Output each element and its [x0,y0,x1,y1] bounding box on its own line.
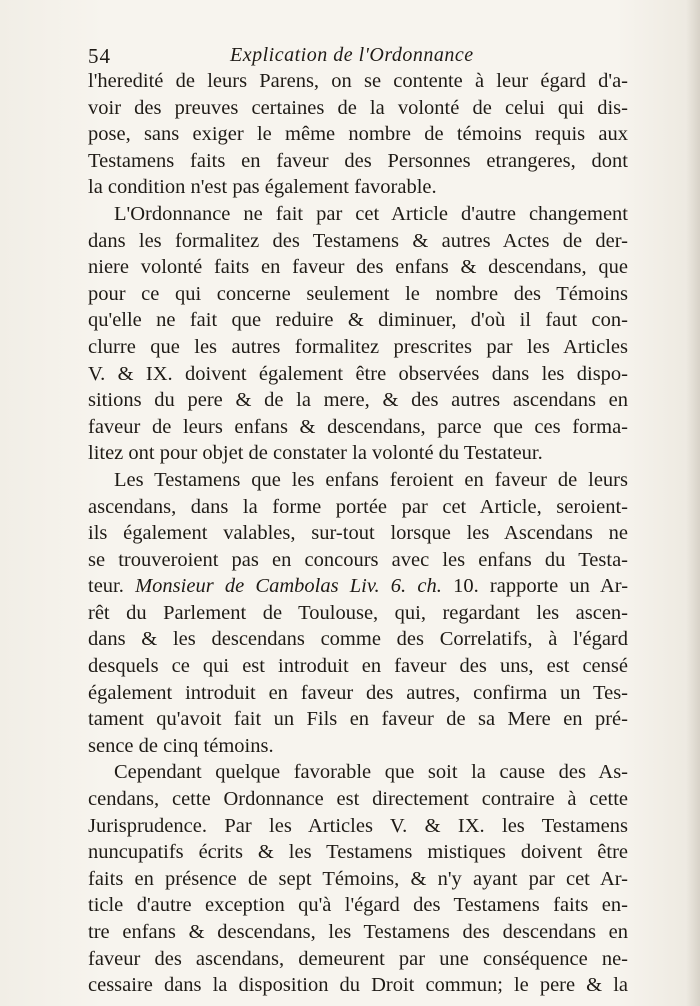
text-line: clurre que les autres formalitez prescrites par les Articles [88,335,628,358]
text-line: litez ont pour objet de constater la volonté du Testateur. [88,442,543,465]
text-line: Testamens faits en faveur des Personnes etrangeres, dont [88,149,628,172]
text-line: rêt du Parlement de Toulouse, qui, regardant les ascen- [88,601,628,624]
paragraph-3 [88,467,628,760]
text-line: Cependant quelque favorable que soit la cause des As- [114,761,628,784]
page-header [88,44,628,70]
text-fragment: teur. [88,575,124,598]
paragraph-4 [88,759,628,998]
text-line: cessaire dans la disposition du Droit commun; le pere & la [88,974,628,997]
citation-italic: Monsieur de Cambolas Liv. 6. ch. [135,575,442,598]
text-line: qu'elle ne fait que reduire & diminuer, d'où il faut con- [88,309,628,332]
body-text [88,68,628,999]
text-line: faveur des ascendans, demeurent par une conséquence ne- [88,947,628,970]
text-line-citation [88,573,628,600]
text-line: l'heredité de leurs Parens, on se contente à leur égard d'a- [88,70,628,92]
text-line: faits en présence de sept Témoins, & n'y ayant par cet Ar- [88,867,628,890]
text-line: dans les formalitez des Testamens & autres Actes de der- [88,229,628,252]
text-line: Jurisprudence. Par les Articles V. & IX. les Testamens [88,814,628,837]
text-line: niere volonté faits en faveur des enfans & descendans, que [88,256,628,279]
text-line: nuncupatifs écrits & les Testamens mistiques doivent être [88,841,628,864]
paragraph-1 [88,68,628,201]
page-number: 54 [88,44,111,68]
text-line: desquels ce qui est introduit en faveur des uns, est censé [88,655,628,678]
text-line: ascendans, dans la forme portée par cet Article, seroient- [88,495,628,518]
text-line: ticle d'autre exception qu'à l'égard des Testamens faits en- [88,894,628,917]
text-line: tre enfans & descendans, les Testamens des descendans en [88,921,628,943]
page-edge-shadow [686,0,700,1006]
text-line: sitions du pere & de la mere, & des autres ascendans en [88,389,628,412]
text-line: la condition n'est pas également favorable. [88,176,437,199]
text-line: pose, sans exiger le même nombre de témoins requis aux [88,123,628,146]
text-line: également introduit en faveur des autres, confirma un Tes- [88,681,628,704]
text-line: voir des preuves certaines de la volonté de celui qui dis- [88,96,628,119]
text-line: pour ce qui concerne seulement le nombre des Témoins [88,282,628,305]
text-line: cendans, cette Ordonnance est directement contraire à cette [88,788,628,811]
running-title: Explication de l'Ordonnance [230,44,474,66]
text-line: Les Testamens que les enfans feroient en faveur de leurs [114,468,628,491]
text-line: tament qu'avoit fait un Fils en faveur de sa Mere en pré- [88,708,628,731]
text-line: ils également valables, sur-tout lorsque les Ascendans ne [88,522,628,545]
text-fragment: 10. rapporte un Ar- [453,575,629,598]
text-line: L'Ordonnance ne fait par cet Article d'autre changement [114,202,628,225]
text-line: V. & IX. doivent également être observées dans les dispo- [88,362,628,385]
text-line: dans & les descendans comme des Correlatifs, à l'égard [88,628,628,651]
text-line: faveur de leurs enfans & descendans, parce que ces forma- [88,415,628,438]
paragraph-2 [88,201,628,467]
text-line: se trouveroient pas en concours avec les enfans du Testa- [88,548,628,571]
text-line: sence de cinq témoins. [88,734,274,757]
